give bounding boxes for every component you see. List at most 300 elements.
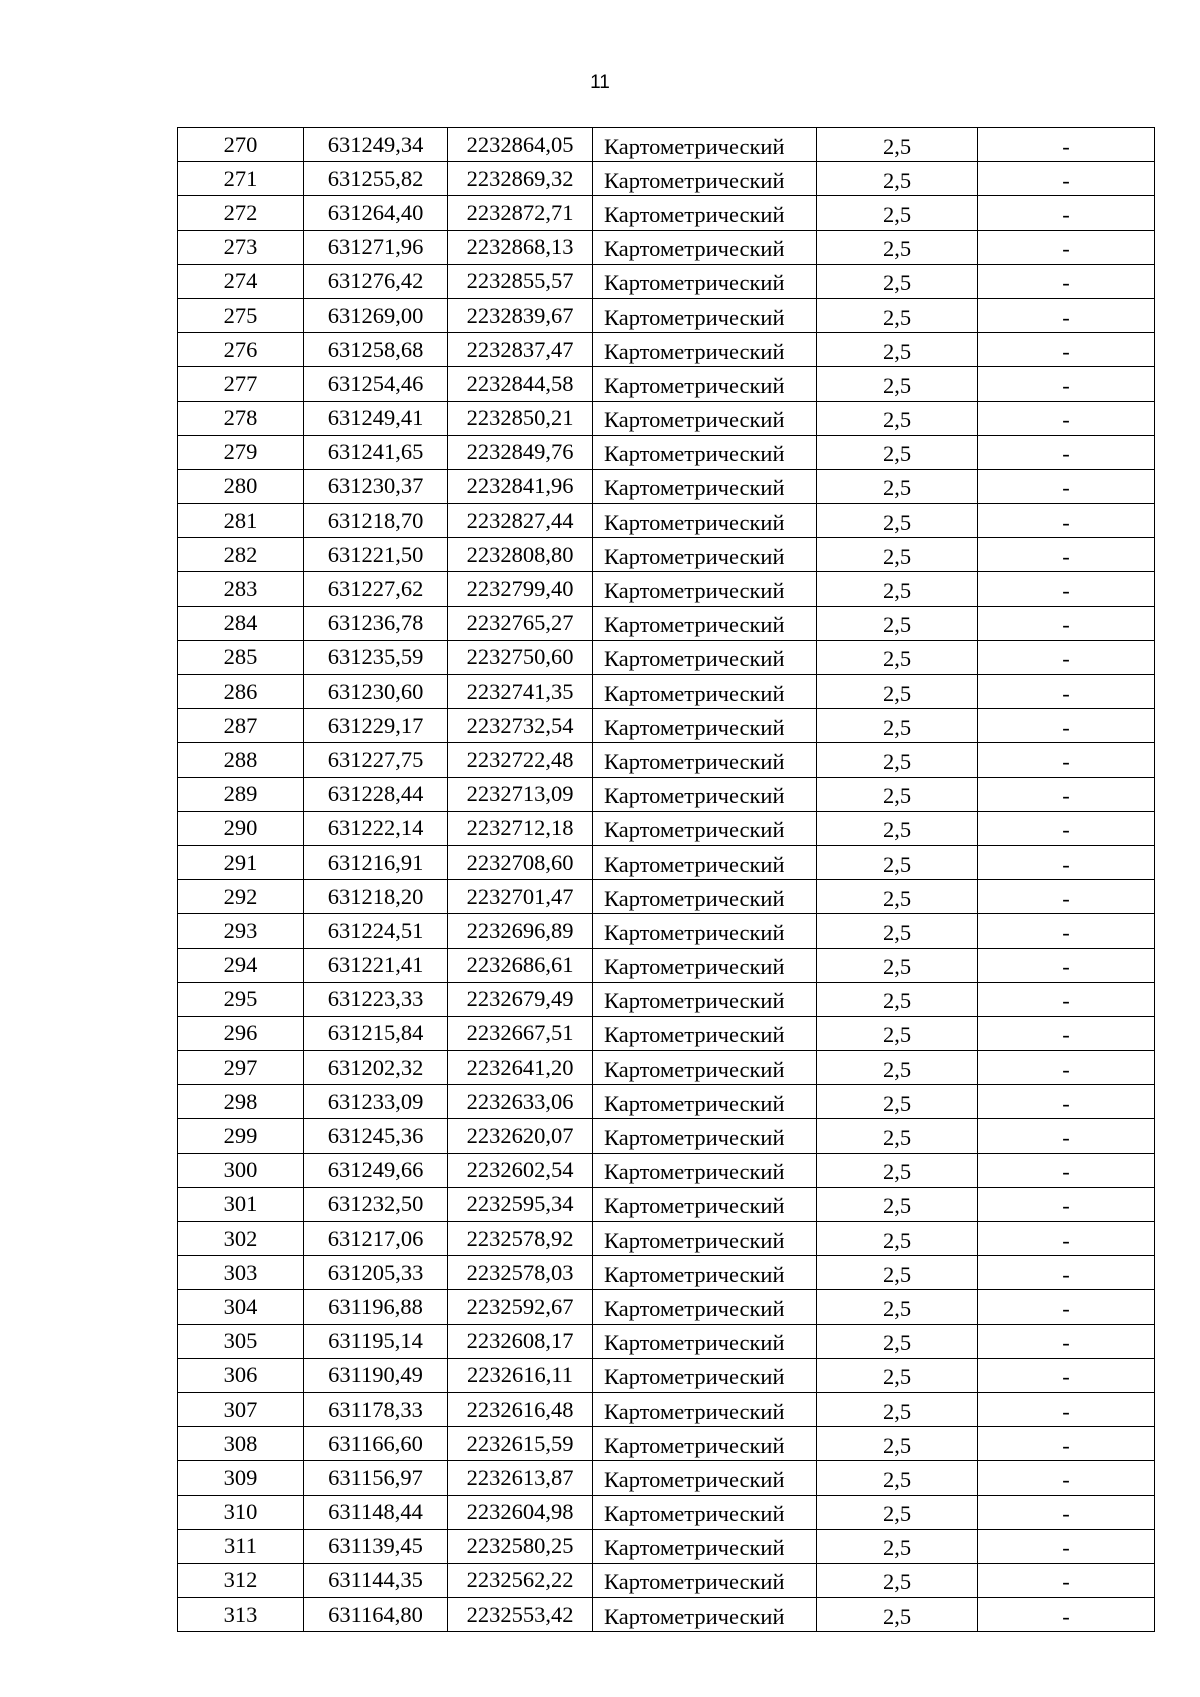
y-coordinate-cell: 2232562,22	[448, 1563, 593, 1597]
y-coordinate-cell: 2232613,87	[448, 1461, 593, 1495]
x-coordinate-cell: 631236,78	[304, 606, 448, 640]
point-number-cell: 280	[178, 469, 304, 503]
accuracy-cell: 2,5	[817, 504, 978, 538]
method-cell: Картометрический	[593, 401, 817, 435]
accuracy-cell: 2,5	[817, 1051, 978, 1085]
point-number-cell: 286	[178, 675, 304, 709]
accuracy-cell: 2,5	[817, 811, 978, 845]
accuracy-cell: 2,5	[817, 230, 978, 264]
y-coordinate-cell: 2232620,07	[448, 1119, 593, 1153]
method-cell: Картометрический	[593, 982, 817, 1016]
y-coordinate-cell: 2232595,34	[448, 1187, 593, 1221]
description-cell: -	[978, 469, 1155, 503]
x-coordinate-cell: 631196,88	[304, 1290, 448, 1324]
y-coordinate-cell: 2232837,47	[448, 333, 593, 367]
x-coordinate-cell: 631156,97	[304, 1461, 448, 1495]
point-number-cell: 276	[178, 333, 304, 367]
accuracy-cell: 2,5	[817, 1495, 978, 1529]
y-coordinate-cell: 2232864,05	[448, 128, 593, 162]
description-cell: -	[978, 1598, 1155, 1632]
y-coordinate-cell: 2232708,60	[448, 845, 593, 879]
method-cell: Картометрический	[593, 162, 817, 196]
method-cell: Картометрический	[593, 1427, 817, 1461]
description-cell: -	[978, 1495, 1155, 1529]
point-number-cell: 304	[178, 1290, 304, 1324]
point-number-cell: 308	[178, 1427, 304, 1461]
x-coordinate-cell: 631276,42	[304, 264, 448, 298]
accuracy-cell: 2,5	[817, 333, 978, 367]
method-cell: Картометрический	[593, 298, 817, 332]
x-coordinate-cell: 631227,62	[304, 572, 448, 606]
x-coordinate-cell: 631139,45	[304, 1529, 448, 1563]
y-coordinate-cell: 2232712,18	[448, 811, 593, 845]
accuracy-cell: 2,5	[817, 1153, 978, 1187]
y-coordinate-cell: 2232696,89	[448, 914, 593, 948]
x-coordinate-cell: 631144,35	[304, 1563, 448, 1597]
y-coordinate-cell: 2232722,48	[448, 743, 593, 777]
description-cell: -	[978, 1085, 1155, 1119]
description-cell: -	[978, 880, 1155, 914]
point-number-cell: 282	[178, 538, 304, 572]
y-coordinate-cell: 2232602,54	[448, 1153, 593, 1187]
table-row	[178, 401, 1155, 435]
method-cell: Картометрический	[593, 1051, 817, 1085]
method-cell: Картометрический	[593, 811, 817, 845]
accuracy-cell: 2,5	[817, 196, 978, 230]
point-number-cell: 292	[178, 880, 304, 914]
description-cell: -	[978, 1358, 1155, 1392]
y-coordinate-cell: 2232841,96	[448, 469, 593, 503]
table-row	[178, 1427, 1155, 1461]
method-cell: Картометрический	[593, 1324, 817, 1358]
x-coordinate-cell: 631249,41	[304, 401, 448, 435]
accuracy-cell: 2,5	[817, 777, 978, 811]
y-coordinate-cell: 2232713,09	[448, 777, 593, 811]
table-row	[178, 811, 1155, 845]
accuracy-cell: 2,5	[817, 948, 978, 982]
table-row	[178, 1016, 1155, 1050]
method-cell: Картометрический	[593, 914, 817, 948]
y-coordinate-cell: 2232615,59	[448, 1427, 593, 1461]
x-coordinate-cell: 631258,68	[304, 333, 448, 367]
accuracy-cell: 2,5	[817, 709, 978, 743]
table-row	[178, 606, 1155, 640]
point-number-cell: 295	[178, 982, 304, 1016]
x-coordinate-cell: 631245,36	[304, 1119, 448, 1153]
table-row	[178, 367, 1155, 401]
accuracy-cell: 2,5	[817, 1427, 978, 1461]
table-row	[178, 1187, 1155, 1221]
method-cell: Картометрический	[593, 230, 817, 264]
table-row	[178, 640, 1155, 674]
coordinates-table-body	[178, 128, 1155, 1632]
point-number-cell: 303	[178, 1256, 304, 1290]
point-number-cell: 288	[178, 743, 304, 777]
accuracy-cell: 2,5	[817, 1085, 978, 1119]
accuracy-cell: 2,5	[817, 1358, 978, 1392]
description-cell: -	[978, 1427, 1155, 1461]
x-coordinate-cell: 631218,20	[304, 880, 448, 914]
point-number-cell: 291	[178, 845, 304, 879]
coordinates-table	[177, 127, 1155, 1632]
x-coordinate-cell: 631230,60	[304, 675, 448, 709]
point-number-cell: 270	[178, 128, 304, 162]
y-coordinate-cell: 2232765,27	[448, 606, 593, 640]
table-row	[178, 196, 1155, 230]
method-cell: Картометрический	[593, 1256, 817, 1290]
point-number-cell: 300	[178, 1153, 304, 1187]
y-coordinate-cell: 2232750,60	[448, 640, 593, 674]
point-number-cell: 297	[178, 1051, 304, 1085]
table-row	[178, 1598, 1155, 1632]
x-coordinate-cell: 631249,34	[304, 128, 448, 162]
method-cell: Картометрический	[593, 1598, 817, 1632]
accuracy-cell: 2,5	[817, 1529, 978, 1563]
method-cell: Картометрический	[593, 1085, 817, 1119]
description-cell: -	[978, 1324, 1155, 1358]
description-cell: -	[978, 1187, 1155, 1221]
x-coordinate-cell: 631216,91	[304, 845, 448, 879]
table-row	[178, 948, 1155, 982]
method-cell: Картометрический	[593, 1563, 817, 1597]
table-row	[178, 538, 1155, 572]
accuracy-cell: 2,5	[817, 298, 978, 332]
table-row	[178, 1256, 1155, 1290]
description-cell: -	[978, 1392, 1155, 1426]
x-coordinate-cell: 631190,49	[304, 1358, 448, 1392]
x-coordinate-cell: 631224,51	[304, 914, 448, 948]
point-number-cell: 285	[178, 640, 304, 674]
y-coordinate-cell: 2232741,35	[448, 675, 593, 709]
y-coordinate-cell: 2232641,20	[448, 1051, 593, 1085]
x-coordinate-cell: 631264,40	[304, 196, 448, 230]
point-number-cell: 299	[178, 1119, 304, 1153]
method-cell: Картометрический	[593, 1529, 817, 1563]
method-cell: Картометрический	[593, 1153, 817, 1187]
method-cell: Картометрический	[593, 777, 817, 811]
point-number-cell: 289	[178, 777, 304, 811]
method-cell: Картометрический	[593, 264, 817, 298]
x-coordinate-cell: 631232,50	[304, 1187, 448, 1221]
table-row	[178, 1563, 1155, 1597]
x-coordinate-cell: 631221,50	[304, 538, 448, 572]
description-cell: -	[978, 1461, 1155, 1495]
point-number-cell: 310	[178, 1495, 304, 1529]
table-row	[178, 982, 1155, 1016]
x-coordinate-cell: 631217,06	[304, 1222, 448, 1256]
method-cell: Картометрический	[593, 1187, 817, 1221]
y-coordinate-cell: 2232592,67	[448, 1290, 593, 1324]
point-number-cell: 301	[178, 1187, 304, 1221]
description-cell: -	[978, 230, 1155, 264]
accuracy-cell: 2,5	[817, 1187, 978, 1221]
accuracy-cell: 2,5	[817, 538, 978, 572]
y-coordinate-cell: 2232827,44	[448, 504, 593, 538]
description-cell: -	[978, 1051, 1155, 1085]
description-cell: -	[978, 538, 1155, 572]
method-cell: Картометрический	[593, 1392, 817, 1426]
x-coordinate-cell: 631218,70	[304, 504, 448, 538]
point-number-cell: 298	[178, 1085, 304, 1119]
accuracy-cell: 2,5	[817, 469, 978, 503]
table-row	[178, 1222, 1155, 1256]
y-coordinate-cell: 2232578,92	[448, 1222, 593, 1256]
table-row	[178, 1051, 1155, 1085]
point-number-cell: 290	[178, 811, 304, 845]
method-cell: Картометрический	[593, 196, 817, 230]
method-cell: Картометрический	[593, 504, 817, 538]
description-cell: -	[978, 401, 1155, 435]
table-row	[178, 1392, 1155, 1426]
table-row	[178, 1529, 1155, 1563]
description-cell: -	[978, 196, 1155, 230]
point-number-cell: 307	[178, 1392, 304, 1426]
accuracy-cell: 2,5	[817, 1256, 978, 1290]
description-cell: -	[978, 675, 1155, 709]
description-cell: -	[978, 948, 1155, 982]
table-row	[178, 504, 1155, 538]
point-number-cell: 302	[178, 1222, 304, 1256]
description-cell: -	[978, 1256, 1155, 1290]
accuracy-cell: 2,5	[817, 162, 978, 196]
point-number-cell: 313	[178, 1598, 304, 1632]
table-row	[178, 914, 1155, 948]
table-row	[178, 469, 1155, 503]
description-cell: -	[978, 982, 1155, 1016]
description-cell: -	[978, 1563, 1155, 1597]
x-coordinate-cell: 631166,60	[304, 1427, 448, 1461]
y-coordinate-cell: 2232578,03	[448, 1256, 593, 1290]
y-coordinate-cell: 2232616,48	[448, 1392, 593, 1426]
y-coordinate-cell: 2232701,47	[448, 880, 593, 914]
method-cell: Картометрический	[593, 572, 817, 606]
table-row	[178, 709, 1155, 743]
accuracy-cell: 2,5	[817, 1461, 978, 1495]
accuracy-cell: 2,5	[817, 982, 978, 1016]
table-row	[178, 1290, 1155, 1324]
accuracy-cell: 2,5	[817, 1598, 978, 1632]
description-cell: -	[978, 1290, 1155, 1324]
method-cell: Картометрический	[593, 538, 817, 572]
accuracy-cell: 2,5	[817, 367, 978, 401]
description-cell: -	[978, 298, 1155, 332]
x-coordinate-cell: 631254,46	[304, 367, 448, 401]
y-coordinate-cell: 2232580,25	[448, 1529, 593, 1563]
x-coordinate-cell: 631221,41	[304, 948, 448, 982]
page-number: 11	[590, 72, 610, 93]
x-coordinate-cell: 631269,00	[304, 298, 448, 332]
y-coordinate-cell: 2232869,32	[448, 162, 593, 196]
description-cell: -	[978, 743, 1155, 777]
x-coordinate-cell: 631230,37	[304, 469, 448, 503]
x-coordinate-cell: 631164,80	[304, 1598, 448, 1632]
description-cell: -	[978, 1016, 1155, 1050]
y-coordinate-cell: 2232686,61	[448, 948, 593, 982]
description-cell: -	[978, 504, 1155, 538]
x-coordinate-cell: 631148,44	[304, 1495, 448, 1529]
y-coordinate-cell: 2232849,76	[448, 435, 593, 469]
table-row	[178, 1358, 1155, 1392]
point-number-cell: 284	[178, 606, 304, 640]
table-row	[178, 777, 1155, 811]
description-cell: -	[978, 709, 1155, 743]
accuracy-cell: 2,5	[817, 1222, 978, 1256]
x-coordinate-cell: 631222,14	[304, 811, 448, 845]
table-row	[178, 1119, 1155, 1153]
accuracy-cell: 2,5	[817, 1119, 978, 1153]
method-cell: Картометрический	[593, 1358, 817, 1392]
x-coordinate-cell: 631249,66	[304, 1153, 448, 1187]
accuracy-cell: 2,5	[817, 640, 978, 674]
method-cell: Картометрический	[593, 675, 817, 709]
accuracy-cell: 2,5	[817, 1563, 978, 1597]
description-cell: -	[978, 435, 1155, 469]
x-coordinate-cell: 631228,44	[304, 777, 448, 811]
accuracy-cell: 2,5	[817, 1016, 978, 1050]
point-number-cell: 277	[178, 367, 304, 401]
description-cell: -	[978, 1119, 1155, 1153]
table-row	[178, 298, 1155, 332]
x-coordinate-cell: 631233,09	[304, 1085, 448, 1119]
y-coordinate-cell: 2232608,17	[448, 1324, 593, 1358]
accuracy-cell: 2,5	[817, 264, 978, 298]
y-coordinate-cell: 2232855,57	[448, 264, 593, 298]
table-row	[178, 845, 1155, 879]
accuracy-cell: 2,5	[817, 572, 978, 606]
table-row	[178, 230, 1155, 264]
point-number-cell: 278	[178, 401, 304, 435]
method-cell: Картометрический	[593, 1016, 817, 1050]
accuracy-cell: 2,5	[817, 743, 978, 777]
accuracy-cell: 2,5	[817, 1290, 978, 1324]
point-number-cell: 305	[178, 1324, 304, 1358]
y-coordinate-cell: 2232604,98	[448, 1495, 593, 1529]
accuracy-cell: 2,5	[817, 128, 978, 162]
accuracy-cell: 2,5	[817, 845, 978, 879]
accuracy-cell: 2,5	[817, 606, 978, 640]
description-cell: -	[978, 1222, 1155, 1256]
x-coordinate-cell: 631241,65	[304, 435, 448, 469]
x-coordinate-cell: 631229,17	[304, 709, 448, 743]
description-cell: -	[978, 162, 1155, 196]
table-row	[178, 264, 1155, 298]
y-coordinate-cell: 2232616,11	[448, 1358, 593, 1392]
description-cell: -	[978, 914, 1155, 948]
point-number-cell: 271	[178, 162, 304, 196]
x-coordinate-cell: 631205,33	[304, 1256, 448, 1290]
description-cell: -	[978, 367, 1155, 401]
method-cell: Картометрический	[593, 1222, 817, 1256]
table-row	[178, 880, 1155, 914]
description-cell: -	[978, 333, 1155, 367]
method-cell: Картометрический	[593, 367, 817, 401]
method-cell: Картометрический	[593, 1461, 817, 1495]
y-coordinate-cell: 2232553,42	[448, 1598, 593, 1632]
table-row	[178, 162, 1155, 196]
point-number-cell: 287	[178, 709, 304, 743]
y-coordinate-cell: 2232633,06	[448, 1085, 593, 1119]
description-cell: -	[978, 811, 1155, 845]
method-cell: Картометрический	[593, 128, 817, 162]
accuracy-cell: 2,5	[817, 1324, 978, 1358]
accuracy-cell: 2,5	[817, 435, 978, 469]
point-number-cell: 306	[178, 1358, 304, 1392]
y-coordinate-cell: 2232868,13	[448, 230, 593, 264]
method-cell: Картометрический	[593, 469, 817, 503]
method-cell: Картометрический	[593, 1119, 817, 1153]
method-cell: Картометрический	[593, 435, 817, 469]
method-cell: Картометрический	[593, 333, 817, 367]
point-number-cell: 272	[178, 196, 304, 230]
y-coordinate-cell: 2232808,80	[448, 538, 593, 572]
point-number-cell: 283	[178, 572, 304, 606]
y-coordinate-cell: 2232872,71	[448, 196, 593, 230]
accuracy-cell: 2,5	[817, 675, 978, 709]
table-row	[178, 572, 1155, 606]
table-row	[178, 1461, 1155, 1495]
x-coordinate-cell: 631215,84	[304, 1016, 448, 1050]
accuracy-cell: 2,5	[817, 401, 978, 435]
point-number-cell: 273	[178, 230, 304, 264]
method-cell: Картометрический	[593, 709, 817, 743]
x-coordinate-cell: 631202,32	[304, 1051, 448, 1085]
accuracy-cell: 2,5	[817, 1392, 978, 1426]
description-cell: -	[978, 777, 1155, 811]
y-coordinate-cell: 2232844,58	[448, 367, 593, 401]
point-number-cell: 274	[178, 264, 304, 298]
table-row	[178, 1324, 1155, 1358]
table-row	[178, 675, 1155, 709]
description-cell: -	[978, 1529, 1155, 1563]
y-coordinate-cell: 2232839,67	[448, 298, 593, 332]
method-cell: Картометрический	[593, 845, 817, 879]
description-cell: -	[978, 845, 1155, 879]
accuracy-cell: 2,5	[817, 880, 978, 914]
point-number-cell: 279	[178, 435, 304, 469]
y-coordinate-cell: 2232799,40	[448, 572, 593, 606]
point-number-cell: 309	[178, 1461, 304, 1495]
description-cell: -	[978, 128, 1155, 162]
y-coordinate-cell: 2232732,54	[448, 709, 593, 743]
method-cell: Картометрический	[593, 948, 817, 982]
description-cell: -	[978, 572, 1155, 606]
point-number-cell: 281	[178, 504, 304, 538]
description-cell: -	[978, 640, 1155, 674]
point-number-cell: 296	[178, 1016, 304, 1050]
y-coordinate-cell: 2232850,21	[448, 401, 593, 435]
point-number-cell: 275	[178, 298, 304, 332]
x-coordinate-cell: 631235,59	[304, 640, 448, 674]
description-cell: -	[978, 606, 1155, 640]
description-cell: -	[978, 264, 1155, 298]
x-coordinate-cell: 631223,33	[304, 982, 448, 1016]
table-row	[178, 1085, 1155, 1119]
y-coordinate-cell: 2232679,49	[448, 982, 593, 1016]
table-row	[178, 128, 1155, 162]
x-coordinate-cell: 631255,82	[304, 162, 448, 196]
point-number-cell: 293	[178, 914, 304, 948]
accuracy-cell: 2,5	[817, 914, 978, 948]
point-number-cell: 294	[178, 948, 304, 982]
x-coordinate-cell: 631195,14	[304, 1324, 448, 1358]
table-row	[178, 435, 1155, 469]
x-coordinate-cell: 631178,33	[304, 1392, 448, 1426]
method-cell: Картометрический	[593, 1495, 817, 1529]
x-coordinate-cell: 631271,96	[304, 230, 448, 264]
method-cell: Картометрический	[593, 1290, 817, 1324]
description-cell: -	[978, 1153, 1155, 1187]
table-row	[178, 743, 1155, 777]
